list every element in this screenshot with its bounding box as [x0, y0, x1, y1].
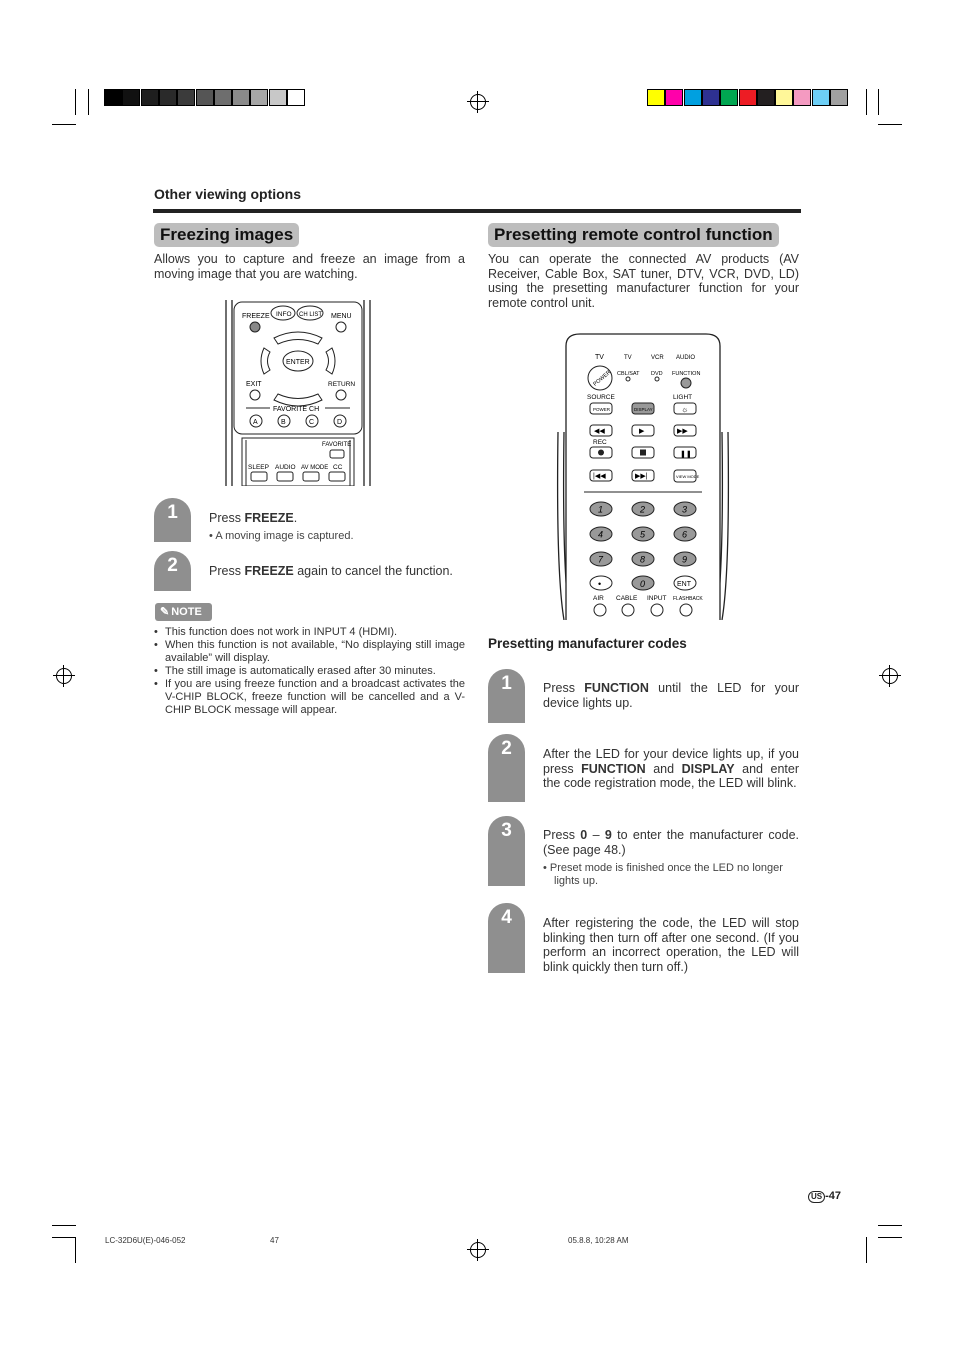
gray-swatch: [214, 89, 232, 106]
color-swatch: [757, 89, 775, 106]
header-rule: [153, 209, 801, 213]
return-label: RETURN: [328, 381, 356, 388]
digit-label: 1: [598, 504, 604, 515]
step-badge: 2: [154, 551, 191, 591]
color-swatch: [739, 89, 757, 106]
enter-label: ENTER: [286, 359, 310, 366]
gray-swatch: [250, 89, 268, 106]
digit-label: 3: [682, 504, 688, 515]
mode-vcr-label: VCR: [651, 355, 664, 361]
step-text: Press FUNCTION until the LED for your device lights up.: [543, 681, 799, 710]
gray-swatch: [141, 89, 159, 106]
digit-label: 7: [598, 554, 604, 565]
region-badge: US: [808, 1191, 825, 1203]
gray-swatch: [177, 89, 195, 106]
color-swatch: [665, 89, 683, 106]
step-text: Press FREEZE.: [209, 511, 298, 525]
doc-page: 47: [270, 1236, 279, 1245]
return-button: [336, 390, 346, 400]
cbl-sat-label: CBL/SAT: [617, 371, 640, 377]
info-label: INFO: [276, 311, 292, 318]
step-badge: 3: [488, 816, 525, 886]
audio-label: AUDIO: [275, 464, 296, 471]
note-item: • This function does not work in INPUT 4 (HDMI).: [154, 626, 465, 639]
favorite-label: FAVORITE: [322, 442, 352, 448]
gray-swatch: [196, 89, 214, 106]
fav-d-label: D: [337, 419, 343, 426]
sleep-label: SLEEP: [248, 464, 269, 471]
step-badge: 1: [488, 669, 525, 723]
svg-text:❚❚: ❚❚: [680, 451, 692, 458]
step-badge: 2: [488, 734, 525, 802]
light-label: LIGHT: [673, 394, 693, 401]
ch-list-label: CH LIST: [299, 312, 323, 318]
remote-function-illustration: [556, 332, 730, 620]
fav-a-label: A: [253, 419, 258, 426]
registration-target-icon: [882, 668, 898, 684]
input-label: INPUT: [647, 595, 667, 602]
step-bullet: • Preset mode is finished once the LED no longer lights up.: [543, 862, 783, 887]
exit-label: EXIT: [246, 381, 262, 388]
mode-audio-label: AUDIO: [676, 355, 696, 361]
svg-text:ENT: ENT: [677, 581, 691, 588]
svg-text:VIEW MODE: VIEW MODE: [676, 474, 700, 479]
mode-tv2-label: TV: [624, 355, 632, 361]
note-item: • When this function is not available, “No displaying still image available” will display.: [154, 639, 465, 665]
gray-swatch: [159, 89, 177, 106]
color-swatch: [775, 89, 793, 106]
freeze-button: [250, 322, 260, 332]
fav-b-label: B: [281, 419, 286, 426]
power-label: POWER: [592, 369, 613, 388]
flashback-label: FLASHBACK: [673, 596, 703, 602]
rec-label: REC: [593, 439, 607, 446]
note-item: • The still image is automatically erased after 30 minutes.: [154, 665, 465, 678]
note-list: [154, 626, 465, 717]
registration-target-icon: [56, 668, 72, 684]
presetting-title: Presetting remote control function: [488, 223, 779, 247]
favorite-ch-label: FAVORITE CH: [273, 406, 320, 413]
menu-label: MENU: [331, 313, 352, 320]
color-swatch: [702, 89, 720, 106]
function-label: FUNCTION: [672, 371, 701, 377]
cc-label: CC: [333, 464, 343, 471]
av-mode-label: AV MODE: [301, 465, 329, 471]
gray-swatch: [287, 89, 305, 106]
svg-text:▶▶|: ▶▶|: [635, 473, 648, 480]
crop-mark: [878, 1237, 902, 1238]
digit-label: 2: [640, 504, 646, 515]
digit-label: 6: [682, 529, 688, 540]
svg-text:POWER: POWER: [593, 407, 611, 412]
freeze-label: FREEZE: [242, 313, 270, 320]
registration-target-icon: [470, 1242, 486, 1258]
crop-mark: [75, 89, 76, 115]
color-swatch: [684, 89, 702, 106]
doc-date: 05.8.8, 10:28 AM: [568, 1236, 629, 1245]
fav-c-label: C: [309, 419, 315, 426]
gray-swatch: [122, 89, 140, 106]
crop-mark: [52, 1225, 76, 1226]
svg-text:▶: ▶: [639, 428, 645, 435]
crop-mark: [878, 89, 879, 115]
svg-text:☼: ☼: [681, 405, 689, 414]
page-number: US -47: [808, 1190, 841, 1203]
digit-keypad: [590, 502, 696, 566]
color-swatch: [793, 89, 811, 106]
svg-text:▶▶: ▶▶: [677, 428, 688, 435]
function-button: [681, 378, 691, 388]
step-badge: 4: [488, 903, 525, 973]
step-badge: 1: [154, 498, 191, 542]
crop-mark: [878, 124, 902, 125]
svg-text:•: •: [598, 579, 602, 589]
registration-target-icon: [470, 94, 486, 110]
color-swatch: [720, 89, 738, 106]
step-text: After registering the code, the LED will stop blinking then turn off after one second. (If you perform an incorrect operation, the LED will blink quickly then turn off.): [543, 916, 799, 974]
crop-mark: [866, 89, 867, 115]
svg-text:DISPLAY: DISPLAY: [634, 407, 653, 412]
manufacturer-codes-title: Presetting manufacturer codes: [488, 636, 687, 651]
exit-button: [250, 390, 260, 400]
gray-swatch: [104, 89, 122, 106]
source-label: SOURCE: [587, 394, 615, 401]
gray-swatch: [232, 89, 250, 106]
crop-mark: [52, 124, 76, 125]
cable-label: CABLE: [616, 595, 638, 602]
note-badge: ✎ NOTE: [155, 603, 212, 621]
air-label: AIR: [593, 595, 604, 602]
color-swatch: [830, 89, 848, 106]
remote-freeze-illustration: [224, 300, 372, 486]
crop-mark: [75, 1237, 76, 1263]
digit-label: 9: [682, 554, 688, 565]
menu-button: [336, 322, 346, 332]
step-text: After the LED for your device lights up, if you press FUNCTION and DISPLAY and enter the code registration mode, the LED will blink.: [543, 747, 799, 790]
section-label: Other viewing options: [154, 186, 302, 202]
doc-code: LC-32D6U(E)-046-052: [105, 1236, 186, 1245]
crop-mark: [88, 89, 89, 115]
gray-swatch: [269, 89, 287, 106]
crop-mark: [52, 1237, 76, 1238]
digit-label: 5: [640, 529, 646, 540]
step-text: Press FREEZE again to cancel the function.: [209, 564, 453, 578]
svg-text:|◀◀: |◀◀: [593, 473, 606, 480]
presetting-intro: You can operate the connected AV products (AV Receiver, Cable Box, SAT tuner, DTV, VCR, DVD, LD) using the presetting manufacturer function for your remote control unit.: [488, 252, 799, 310]
color-swatch: [647, 89, 665, 106]
note-pencil-icon: ✎: [160, 606, 170, 618]
crop-mark: [878, 1225, 902, 1226]
step-text: Press 0 – 9 to enter the manufacturer code. (See page 48.): [543, 828, 799, 857]
color-swatch: [812, 89, 830, 106]
step-bullet: • A moving image is captured.: [209, 530, 354, 542]
svg-text:◀◀: ◀◀: [594, 428, 605, 435]
svg-text:0: 0: [640, 579, 646, 589]
digit-label: 8: [640, 554, 646, 565]
freezing-title: Freezing images: [154, 223, 299, 247]
freezing-intro: Allows you to capture and freeze an image from a moving image that you are watching.: [154, 252, 465, 281]
dvd-label: DVD: [651, 371, 663, 377]
crop-mark: [866, 1237, 867, 1263]
favorite-button: [330, 450, 344, 458]
mode-tv-label: TV: [595, 354, 604, 361]
note-item: • If you are using freeze function and a broadcast activates the V-CHIP BLOCK, freeze function will be cancelled and a V-CHIP BLOCK message will appear.: [154, 678, 465, 717]
digit-label: 4: [598, 529, 604, 540]
